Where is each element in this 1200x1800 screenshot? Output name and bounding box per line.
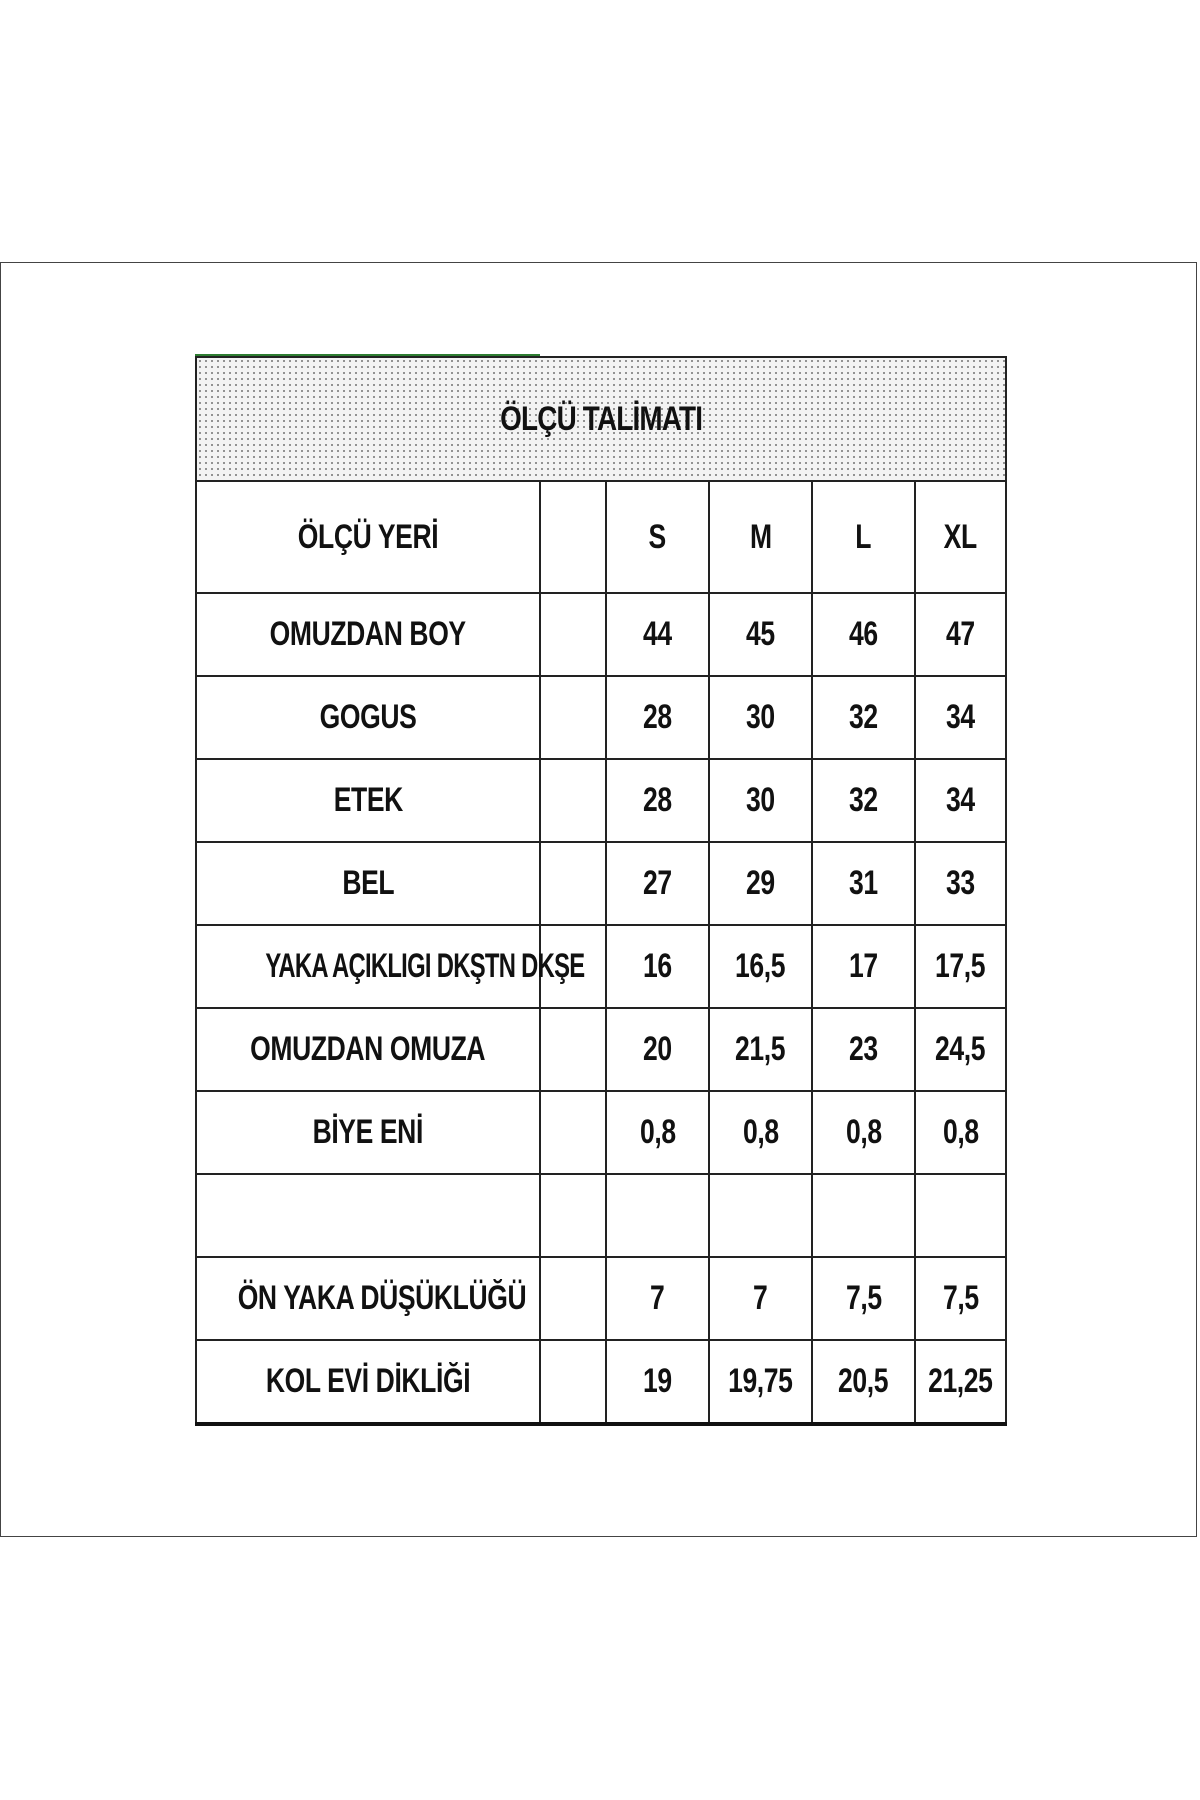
value-cell — [606, 1340, 709, 1424]
value-cell — [606, 1257, 709, 1340]
row-label-cell — [196, 1174, 540, 1257]
blank-cell — [540, 593, 606, 676]
value: 7 — [650, 1279, 665, 1317]
header-label: ÖLÇÜ YERİ — [297, 517, 439, 556]
value-cell — [812, 1257, 915, 1340]
row-label: OMUZDAN OMUZA — [250, 1030, 486, 1068]
row-label-cell — [196, 676, 540, 759]
size-chart-table — [195, 356, 1007, 1426]
header-size-s — [606, 481, 709, 593]
value-cell — [606, 925, 709, 1008]
value: 0,8 — [845, 1113, 882, 1151]
row-label: ÖN YAKA DÜŞÜKLÜĞÜ — [237, 1279, 527, 1317]
value-cell — [812, 1174, 915, 1257]
value-cell — [915, 676, 1006, 759]
value-cell — [709, 1257, 812, 1340]
value-cell — [606, 676, 709, 759]
value: 30 — [746, 698, 775, 736]
row-label: BEL — [342, 864, 394, 902]
table-row — [196, 759, 1006, 842]
value: 0,8 — [742, 1113, 779, 1151]
table-row — [196, 1257, 1006, 1340]
value-cell — [709, 925, 812, 1008]
value: 20 — [643, 1030, 672, 1068]
blank-cell — [540, 842, 606, 925]
value: 7,5 — [845, 1279, 882, 1317]
blank-cell — [540, 759, 606, 842]
value-cell — [915, 593, 1006, 676]
value: 47 — [946, 615, 975, 653]
value: 32 — [849, 781, 878, 819]
size-label: M — [749, 517, 772, 556]
header-size-xl — [915, 481, 1006, 593]
value: 27 — [643, 864, 672, 902]
row-label-cell — [196, 925, 585, 1008]
value-cell — [915, 925, 1006, 1008]
value: 0,8 — [942, 1113, 979, 1151]
row-label-cell — [196, 1340, 540, 1424]
value: 32 — [849, 698, 878, 736]
value-cell — [812, 1091, 915, 1174]
value-cell — [915, 1091, 1006, 1174]
value-cell — [812, 1008, 915, 1091]
value: 0,8 — [639, 1113, 676, 1151]
value: 16 — [643, 947, 672, 985]
table-row — [196, 593, 1006, 676]
value-cell — [606, 593, 709, 676]
value: 19 — [643, 1362, 672, 1400]
row-label-cell — [196, 759, 540, 842]
header-label-cell — [196, 481, 540, 593]
blank-cell — [540, 1008, 606, 1091]
value: 34 — [946, 698, 975, 736]
value: 45 — [746, 615, 775, 653]
row-label-cell — [196, 842, 540, 925]
value-cell — [709, 1174, 812, 1257]
table-row — [196, 1008, 1006, 1091]
header-size-l — [812, 481, 915, 593]
chart-title-cell — [196, 357, 1006, 481]
value: 19,75 — [728, 1362, 793, 1400]
value-cell — [709, 1340, 812, 1424]
value: 21,5 — [735, 1030, 786, 1068]
value: 28 — [643, 781, 672, 819]
size-label: L — [855, 517, 872, 556]
value: 29 — [746, 864, 775, 902]
value-cell — [915, 759, 1006, 842]
value: 20,5 — [838, 1362, 889, 1400]
value: 44 — [643, 615, 672, 653]
table-row — [196, 1340, 1006, 1424]
value-cell — [812, 842, 915, 925]
table-row — [196, 676, 1006, 759]
row-label: YAKA AÇIKLIGI DKŞTN DKŞE — [265, 947, 585, 985]
header-blank-cell — [540, 481, 606, 593]
value-cell — [606, 1008, 709, 1091]
value-cell — [812, 759, 915, 842]
chart-title: ÖLÇÜ TALİMATI — [500, 399, 703, 438]
blank-cell — [540, 1091, 606, 1174]
row-label-cell — [196, 1091, 540, 1174]
value-cell — [709, 1091, 812, 1174]
blank-cell — [540, 1174, 606, 1257]
value-cell — [812, 676, 915, 759]
blank-cell — [540, 676, 606, 759]
value: 34 — [946, 781, 975, 819]
value-cell — [606, 759, 709, 842]
value: 28 — [643, 698, 672, 736]
value: 17 — [849, 947, 878, 985]
table-row — [196, 925, 1006, 1008]
value: 30 — [746, 781, 775, 819]
value-cell — [709, 593, 812, 676]
value: 16,5 — [735, 947, 786, 985]
table-row — [196, 842, 1006, 925]
row-label: GOGUS — [319, 698, 417, 736]
row-label: OMUZDAN BOY — [269, 615, 467, 653]
value-cell — [915, 1257, 1006, 1340]
value-cell — [606, 1091, 709, 1174]
header-size-m — [709, 481, 812, 593]
value-cell — [915, 842, 1006, 925]
value: 7,5 — [942, 1279, 979, 1317]
value: 33 — [946, 864, 975, 902]
value-cell — [812, 1340, 915, 1424]
row-label-cell — [196, 593, 540, 676]
value-cell — [915, 1340, 1006, 1424]
value-cell — [606, 1174, 709, 1257]
value: 46 — [849, 615, 878, 653]
row-label: BİYE ENİ — [312, 1113, 424, 1151]
value: 21,25 — [928, 1362, 993, 1400]
value-cell — [812, 925, 915, 1008]
title-row — [196, 357, 1006, 481]
header-row — [196, 481, 1006, 593]
value: 7 — [753, 1279, 768, 1317]
value-cell — [709, 842, 812, 925]
value-cell — [606, 842, 709, 925]
value: 23 — [849, 1030, 878, 1068]
size-label: XL — [943, 517, 978, 556]
value-cell — [812, 593, 915, 676]
value-cell — [709, 676, 812, 759]
table-row — [196, 1091, 1006, 1174]
row-label-cell — [196, 1257, 540, 1340]
value-cell — [915, 1174, 1006, 1257]
value-cell — [709, 759, 812, 842]
row-label: KOL EVİ DİKLİĞİ — [265, 1362, 471, 1400]
table-row-empty — [196, 1174, 1006, 1257]
value: 31 — [849, 864, 878, 902]
value: 17,5 — [935, 947, 986, 985]
value-cell — [915, 1008, 1006, 1091]
blank-cell — [540, 1340, 606, 1424]
size-label: S — [648, 517, 667, 556]
row-label: ETEK — [333, 781, 403, 819]
blank-cell — [540, 1257, 606, 1340]
value: 24,5 — [935, 1030, 986, 1068]
row-label-cell — [196, 1008, 540, 1091]
value-cell — [709, 1008, 812, 1091]
